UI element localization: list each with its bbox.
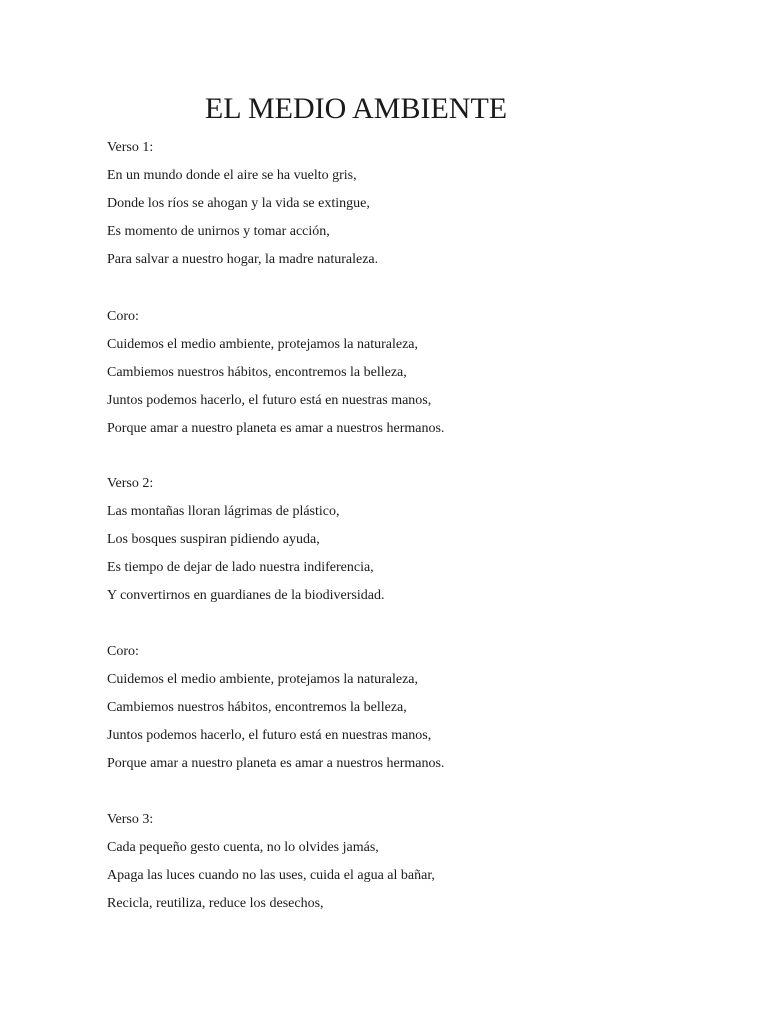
lyric-line: Recicla, reutiliza, reduce los desechos, <box>107 896 324 911</box>
lyric-line: Juntos podemos hacerlo, el futuro está en nuestras manos, <box>107 393 432 408</box>
lyric-line: Cambiemos nuestros hábitos, encontremos la belleza, <box>107 365 407 380</box>
lyric-line: Porque amar a nuestro planeta es amar a nuestros hermanos. <box>107 421 445 436</box>
lyric-line: Cuidemos el medio ambiente, protejamos la naturaleza, <box>107 337 419 352</box>
stanza-label-verso-3: Verso 3: <box>107 812 154 827</box>
lyric-line: Porque amar a nuestro planeta es amar a nuestros hermanos. <box>107 756 445 771</box>
document-title: EL MEDIO AMBIENTE <box>204 92 508 125</box>
lyric-line: Cuidemos el medio ambiente, protejamos la naturaleza, <box>107 672 419 687</box>
lyric-line: Es tiempo de dejar de lado nuestra indiferencia, <box>107 560 374 575</box>
stanza-label-verso-1: Verso 1: <box>107 140 154 155</box>
lyric-line: En un mundo donde el aire se ha vuelto gris, <box>107 168 357 183</box>
lyric-line: Apaga las luces cuando no las uses, cuida el agua al bañar, <box>107 868 435 883</box>
lyric-line: Donde los ríos se ahogan y la vida se extingue, <box>107 196 370 211</box>
lyric-line: Es momento de unirnos y tomar acción, <box>107 224 330 239</box>
stanza-label-verso-2: Verso 2: <box>107 476 154 491</box>
stanza-label-coro: Coro: <box>107 644 139 659</box>
lyric-line: Para salvar a nuestro hogar, la madre naturaleza. <box>107 252 379 267</box>
lyric-line: Cambiemos nuestros hábitos, encontremos la belleza, <box>107 700 407 715</box>
lyric-line: Las montañas lloran lágrimas de plástico, <box>107 504 340 519</box>
lyric-line: Y convertirnos en guardianes de la biodiversidad. <box>107 588 385 603</box>
lyric-line: Los bosques suspiran pidiendo ayuda, <box>107 532 320 547</box>
lyric-line: Juntos podemos hacerlo, el futuro está en nuestras manos, <box>107 728 432 743</box>
stanza-label-coro: Coro: <box>107 309 139 324</box>
lyric-line: Cada pequeño gesto cuenta, no lo olvides jamás, <box>107 840 379 855</box>
